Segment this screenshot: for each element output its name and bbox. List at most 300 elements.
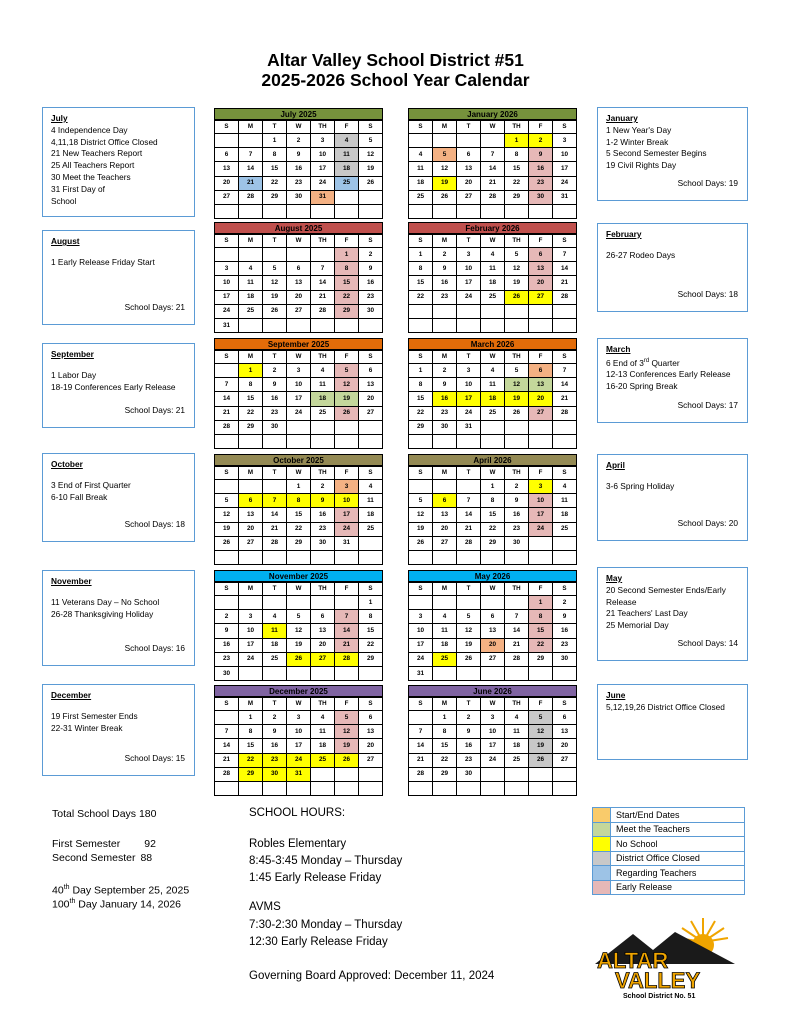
ordinal-suffix: th xyxy=(69,898,76,905)
calendar-day: 22 xyxy=(433,753,457,767)
calendar-day: 10 xyxy=(287,378,311,392)
weekday-header: F xyxy=(335,351,359,364)
calendar-day: 1 xyxy=(359,596,383,610)
weekday-header: M xyxy=(239,583,263,596)
second-semester-days xyxy=(52,852,152,865)
calendar-week-row xyxy=(215,610,383,624)
weekday-header: F xyxy=(335,583,359,596)
school-days: School Days: 18 xyxy=(124,519,185,530)
calendar-day: 11 xyxy=(409,162,433,176)
month-notes-title: June xyxy=(606,690,626,700)
weekday-header: T xyxy=(263,467,287,480)
calendar-day: 17 xyxy=(457,276,481,290)
calendar-day: 19 xyxy=(457,638,481,652)
calendar-day: 29 xyxy=(239,767,263,781)
calendar-day xyxy=(481,420,505,434)
calendar-day: 23 xyxy=(287,176,311,190)
weekday-header: S xyxy=(553,583,577,596)
weekday-header: TH xyxy=(505,121,529,134)
weekday-header: M xyxy=(239,351,263,364)
legend-item xyxy=(593,808,745,823)
calendar-day xyxy=(287,596,311,610)
calendar-day: 16 xyxy=(529,162,553,176)
calendar-day: 4 xyxy=(481,248,505,262)
calendar-day: 20 xyxy=(457,176,481,190)
calendar-day: 30 xyxy=(311,536,335,550)
calendar-day xyxy=(481,134,505,148)
calendar-day: 16 xyxy=(215,638,239,652)
calendar-day: 24 xyxy=(409,652,433,666)
calendar-day xyxy=(311,767,335,781)
calendar-week-row xyxy=(409,753,577,767)
calendar-day xyxy=(263,781,287,795)
calendar-day xyxy=(457,666,481,680)
calendar-day: 29 xyxy=(481,536,505,550)
calendar-day: 8 xyxy=(287,494,311,508)
calendar-day xyxy=(457,304,481,318)
calendar-day: 20 xyxy=(359,392,383,406)
calendar-day: 1 xyxy=(505,134,529,148)
calendar-day: 31 xyxy=(215,318,239,332)
calendar-day: 24 xyxy=(311,176,335,190)
calendar-day: 11 xyxy=(335,148,359,162)
calendar-day: 19 xyxy=(287,638,311,652)
calendar-week-row xyxy=(215,406,383,420)
calendar-day: 3 xyxy=(287,711,311,725)
calendar-week-row xyxy=(409,610,577,624)
calendar-day: 13 xyxy=(481,624,505,638)
calendar-day xyxy=(287,550,311,564)
calendar-day: 16 xyxy=(311,508,335,522)
calendar-day xyxy=(311,318,335,332)
calendar-december-2025 xyxy=(214,685,383,796)
calendar-day xyxy=(409,596,433,610)
calendar-day xyxy=(505,666,529,680)
calendar-day: 16 xyxy=(359,276,383,290)
calendar-day: 11 xyxy=(553,494,577,508)
calendar-day: 2 xyxy=(359,248,383,262)
calendar-day: 23 xyxy=(433,290,457,304)
calendar-week-row xyxy=(215,162,383,176)
calendar-day: 7 xyxy=(505,610,529,624)
calendar-day: 15 xyxy=(263,162,287,176)
weekday-header: W xyxy=(481,583,505,596)
calendar-day xyxy=(311,434,335,448)
calendar-day xyxy=(215,480,239,494)
calendar-day: 17 xyxy=(287,739,311,753)
note-line: 31 First Day of xyxy=(51,183,105,194)
calendar-day xyxy=(359,318,383,332)
calendar-day: 28 xyxy=(409,767,433,781)
month-notes-march xyxy=(597,338,748,423)
weekday-header: S xyxy=(359,235,383,248)
legend-item xyxy=(593,866,745,881)
calendar-day: 15 xyxy=(433,739,457,753)
calendar-day xyxy=(457,596,481,610)
note-line: 3 End of First Quarter xyxy=(51,479,131,490)
note-line: School xyxy=(51,195,77,206)
calendar-day: 28 xyxy=(215,767,239,781)
calendar-day: 2 xyxy=(553,596,577,610)
calendar-day: 27 xyxy=(359,753,383,767)
month-notes-title: February xyxy=(606,229,642,239)
calendar-day: 25 xyxy=(311,753,335,767)
logo-subtitle: School District No. 51 xyxy=(623,993,696,1000)
day-100-note xyxy=(52,895,181,912)
month-notes-title: May xyxy=(606,573,623,583)
calendar-day: 11 xyxy=(481,378,505,392)
calendar-day: 29 xyxy=(529,652,553,666)
calendar-day xyxy=(359,190,383,204)
calendar-day: 26 xyxy=(529,753,553,767)
calendar-day: 4 xyxy=(481,364,505,378)
weekday-header: S xyxy=(409,698,433,711)
calendar-day: 12 xyxy=(409,508,433,522)
calendar-day: 26 xyxy=(505,406,529,420)
note-line: 20 Second Semester Ends/Early xyxy=(606,584,726,595)
calendar-week-row xyxy=(215,638,383,652)
calendar-day: 15 xyxy=(409,392,433,406)
calendar-day: 25 xyxy=(553,522,577,536)
calendar-day xyxy=(287,434,311,448)
weekday-header: F xyxy=(335,467,359,480)
calendar-day xyxy=(239,318,263,332)
calendar-week-row xyxy=(409,480,577,494)
note-line: 6-10 Fall Break xyxy=(51,491,108,502)
calendar-day: 19 xyxy=(359,162,383,176)
calendar-day: 13 xyxy=(239,508,263,522)
robles-hours-2: 1:45 Early Release Friday xyxy=(249,872,382,884)
calendar-april-2026 xyxy=(408,454,577,565)
calendar-week-row xyxy=(409,204,577,218)
weekday-header: S xyxy=(409,467,433,480)
calendar-day: 29 xyxy=(263,190,287,204)
calendar-day xyxy=(505,420,529,434)
calendar-week-row xyxy=(215,666,383,680)
calendar-week-row xyxy=(409,420,577,434)
calendar-day xyxy=(215,204,239,218)
calendar-day: 7 xyxy=(457,494,481,508)
weekday-header: S xyxy=(553,235,577,248)
calendar-week-row xyxy=(215,248,383,262)
calendar-day xyxy=(409,434,433,448)
calendar-day: 10 xyxy=(529,494,553,508)
calendar-day: 2 xyxy=(263,711,287,725)
calendar-day: 14 xyxy=(311,276,335,290)
calendar-day xyxy=(359,204,383,218)
calendar-day xyxy=(287,781,311,795)
weekday-header: TH xyxy=(505,583,529,596)
calendar-day xyxy=(359,420,383,434)
calendar-day: 2 xyxy=(215,610,239,624)
calendar-day xyxy=(335,781,359,795)
weekday-header: M xyxy=(239,121,263,134)
weekday-header: T xyxy=(263,583,287,596)
calendar-day: 5 xyxy=(359,134,383,148)
calendar-day: 8 xyxy=(263,148,287,162)
calendar-day: 24 xyxy=(529,522,553,536)
calendar-day: 12 xyxy=(529,725,553,739)
month-notes-title: January xyxy=(606,113,638,123)
calendar-month-header: April 2026 xyxy=(408,454,577,466)
calendar-day: 19 xyxy=(433,176,457,190)
calendar-day xyxy=(215,781,239,795)
calendar-day: 21 xyxy=(481,176,505,190)
weekday-header: TH xyxy=(311,235,335,248)
calendar-day: 29 xyxy=(359,652,383,666)
calendar-day: 28 xyxy=(215,420,239,434)
calendar-day: 14 xyxy=(335,624,359,638)
calendar-day: 17 xyxy=(311,162,335,176)
weekday-header: F xyxy=(335,698,359,711)
calendar-day: 3 xyxy=(239,610,263,624)
calendar-day: 29 xyxy=(239,420,263,434)
calendar-day xyxy=(409,304,433,318)
calendar-day: 25 xyxy=(335,176,359,190)
calendar-day: 23 xyxy=(215,652,239,666)
calendar-day: 30 xyxy=(457,767,481,781)
calendar-day: 22 xyxy=(359,638,383,652)
calendar-day: 21 xyxy=(263,522,287,536)
calendar-week-row xyxy=(409,434,577,448)
calendar-month-header: February 2026 xyxy=(408,222,577,234)
calendar-day: 17 xyxy=(335,508,359,522)
calendar-day xyxy=(433,596,457,610)
calendar-day: 14 xyxy=(239,162,263,176)
calendar-day: 7 xyxy=(553,248,577,262)
calendar-day xyxy=(263,550,287,564)
legend-swatch xyxy=(593,866,611,881)
calendar-day: 8 xyxy=(335,262,359,276)
calendar-day: 20 xyxy=(481,638,505,652)
calendar-day xyxy=(263,248,287,262)
calendar-day: 11 xyxy=(239,276,263,290)
calendar-day: 8 xyxy=(529,610,553,624)
weekday-header: TH xyxy=(311,583,335,596)
weekday-header: S xyxy=(359,121,383,134)
note-line: 30 Meet the Teachers xyxy=(51,171,131,182)
calendar-day: 22 xyxy=(481,522,505,536)
calendar-week-row xyxy=(409,364,577,378)
note-line: 5,12,19,26 District Office Closed xyxy=(606,701,725,712)
calendar-grid xyxy=(408,120,577,219)
calendar-day: 13 xyxy=(529,378,553,392)
calendar-day: 22 xyxy=(263,176,287,190)
legend-swatch xyxy=(593,837,611,852)
calendar-day: 14 xyxy=(553,378,577,392)
calendar-day xyxy=(215,434,239,448)
calendar-day: 23 xyxy=(311,522,335,536)
board-approval: Governing Board Approved: December 11, 2024 xyxy=(249,970,495,982)
calendar-day: 21 xyxy=(239,176,263,190)
calendar-week-row xyxy=(215,364,383,378)
calendar-day: 7 xyxy=(263,494,287,508)
calendar-day: 9 xyxy=(529,148,553,162)
calendar-day xyxy=(239,480,263,494)
calendar-day: 16 xyxy=(553,624,577,638)
legend-label: Meet the Teachers xyxy=(611,822,745,837)
calendar-day: 10 xyxy=(457,378,481,392)
calendar-september-2025 xyxy=(214,338,383,449)
legend-label: Start/End Dates xyxy=(611,808,745,823)
avms-hours-2: 12:30 Early Release Friday xyxy=(249,936,388,948)
calendar-week-row xyxy=(409,638,577,652)
calendar-week-row xyxy=(409,781,577,795)
calendar-day: 27 xyxy=(481,652,505,666)
calendar-month-header: June 2026 xyxy=(408,685,577,697)
calendar-month-header: March 2026 xyxy=(408,338,577,350)
calendar-day: 24 xyxy=(215,304,239,318)
calendar-day: 14 xyxy=(263,508,287,522)
calendar-day: 14 xyxy=(215,739,239,753)
calendar-day: 9 xyxy=(505,494,529,508)
calendar-day: 27 xyxy=(433,536,457,550)
weekday-header: T xyxy=(263,351,287,364)
calendar-day: 3 xyxy=(287,364,311,378)
calendar-day xyxy=(409,318,433,332)
calendar-day: 17 xyxy=(409,638,433,652)
calendar-day: 9 xyxy=(287,148,311,162)
calendar-day xyxy=(457,781,481,795)
calendar-day xyxy=(359,666,383,680)
calendar-day: 7 xyxy=(335,610,359,624)
calendar-day: 5 xyxy=(505,364,529,378)
calendar-day: 26 xyxy=(457,652,481,666)
weekday-header: M xyxy=(239,698,263,711)
calendar-day: 25 xyxy=(481,290,505,304)
note-line: 25 All Teachers Report xyxy=(51,160,135,171)
calendar-day: 9 xyxy=(433,378,457,392)
calendar-day xyxy=(409,781,433,795)
calendar-day: 15 xyxy=(409,276,433,290)
calendar-day: 31 xyxy=(335,536,359,550)
weekday-header: W xyxy=(287,467,311,480)
calendar-day: 25 xyxy=(433,652,457,666)
calendar-day: 25 xyxy=(505,753,529,767)
weekday-header: S xyxy=(553,121,577,134)
calendar-week-row xyxy=(409,190,577,204)
weekday-header: T xyxy=(457,351,481,364)
legend xyxy=(592,807,745,895)
calendar-day xyxy=(481,550,505,564)
calendar-day: 12 xyxy=(359,148,383,162)
calendar-day xyxy=(457,480,481,494)
calendar-day: 16 xyxy=(263,739,287,753)
weekday-header: M xyxy=(433,583,457,596)
month-notes-february xyxy=(597,223,748,312)
weekday-header: M xyxy=(239,467,263,480)
calendar-day: 18 xyxy=(481,276,505,290)
calendar-day: 14 xyxy=(215,392,239,406)
calendar-day xyxy=(287,248,311,262)
weekday-header: W xyxy=(481,235,505,248)
calendar-day xyxy=(433,204,457,218)
calendar-day: 10 xyxy=(335,494,359,508)
calendar-day: 20 xyxy=(529,392,553,406)
calendar-day xyxy=(553,781,577,795)
calendar-day xyxy=(529,204,553,218)
calendar-day xyxy=(311,420,335,434)
calendar-week-row xyxy=(215,739,383,753)
calendar-day: 1 xyxy=(481,480,505,494)
calendar-week-row xyxy=(409,767,577,781)
calendar-day: 18 xyxy=(335,162,359,176)
calendar-day xyxy=(239,550,263,564)
calendar-day: 3 xyxy=(457,364,481,378)
calendar-day: 21 xyxy=(409,753,433,767)
calendar-week-row xyxy=(215,134,383,148)
weekday-header: S xyxy=(215,698,239,711)
calendar-day: 22 xyxy=(239,753,263,767)
note-line: 1-2 Winter Break xyxy=(606,136,669,147)
calendar-day: 10 xyxy=(481,725,505,739)
calendar-day xyxy=(481,318,505,332)
weekday-header: F xyxy=(335,235,359,248)
calendar-day: 28 xyxy=(457,536,481,550)
calendar-day: 14 xyxy=(481,162,505,176)
calendar-day: 21 xyxy=(553,276,577,290)
calendar-day: 18 xyxy=(481,392,505,406)
legend-label: Early Release xyxy=(611,880,745,895)
month-notes-april xyxy=(597,454,748,541)
calendar-day: 15 xyxy=(481,508,505,522)
calendar-day: 24 xyxy=(553,176,577,190)
calendar-day xyxy=(335,767,359,781)
calendar-day xyxy=(505,596,529,610)
calendar-day: 23 xyxy=(359,290,383,304)
calendar-grid xyxy=(214,697,383,796)
month-notes-january xyxy=(597,107,748,201)
calendar-day: 13 xyxy=(287,276,311,290)
calendar-day xyxy=(239,596,263,610)
note-line: 4 Independence Day xyxy=(51,124,128,135)
month-notes-december xyxy=(42,684,195,776)
calendar-day: 28 xyxy=(553,406,577,420)
calendar-day xyxy=(409,550,433,564)
legend-item xyxy=(593,822,745,837)
calendar-day: 2 xyxy=(287,134,311,148)
calendar-day xyxy=(457,134,481,148)
calendar-day xyxy=(433,550,457,564)
calendar-day: 6 xyxy=(287,262,311,276)
calendar-day: 2 xyxy=(311,480,335,494)
calendar-day: 7 xyxy=(481,148,505,162)
calendar-day xyxy=(263,480,287,494)
calendar-october-2025 xyxy=(214,454,383,565)
calendar-day: 5 xyxy=(433,148,457,162)
calendar-day: 5 xyxy=(335,711,359,725)
calendar-day: 3 xyxy=(553,134,577,148)
calendar-day: 12 xyxy=(335,378,359,392)
calendar-day xyxy=(553,666,577,680)
calendar-week-row xyxy=(409,508,577,522)
legend-item xyxy=(593,851,745,866)
calendar-day: 21 xyxy=(311,290,335,304)
calendar-day xyxy=(529,781,553,795)
calendar-day: 21 xyxy=(335,638,359,652)
calendar-day xyxy=(409,480,433,494)
calendar-day xyxy=(553,536,577,550)
calendar-day: 11 xyxy=(481,262,505,276)
calendar-week-row xyxy=(215,480,383,494)
calendar-day: 9 xyxy=(311,494,335,508)
calendar-day: 4 xyxy=(335,134,359,148)
note-line: 21 New Teachers Report xyxy=(51,148,143,159)
calendar-week-row xyxy=(409,652,577,666)
calendar-day: 26 xyxy=(335,406,359,420)
weekday-header: W xyxy=(481,698,505,711)
calendar-day xyxy=(359,434,383,448)
